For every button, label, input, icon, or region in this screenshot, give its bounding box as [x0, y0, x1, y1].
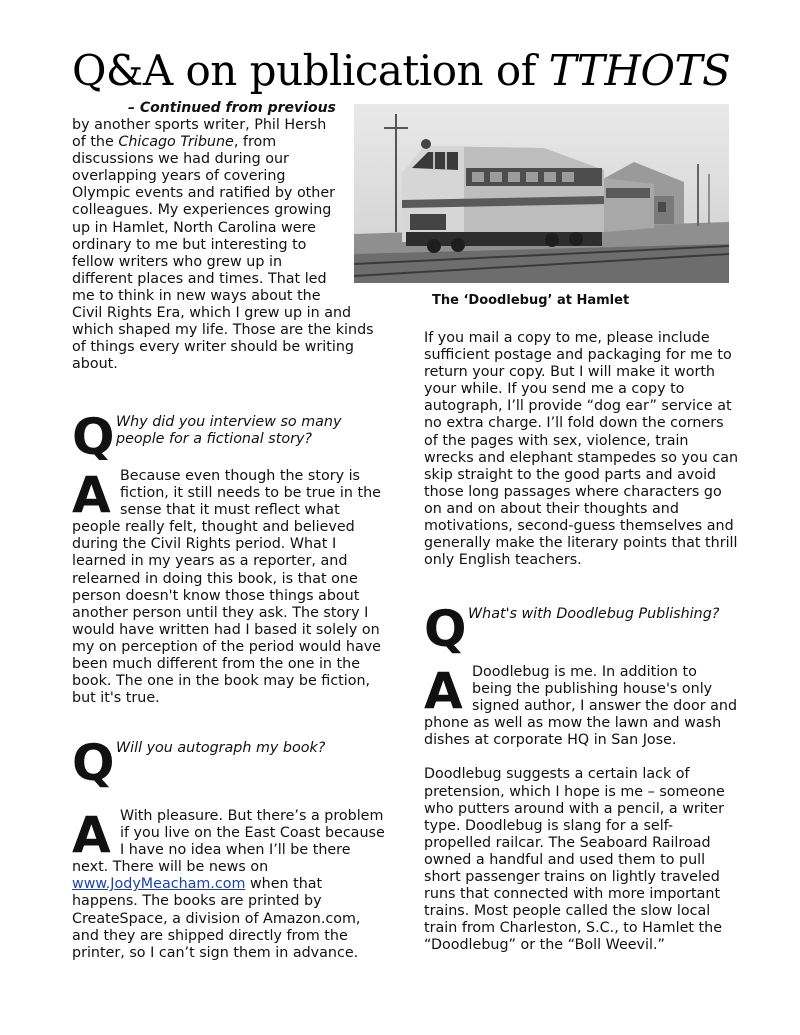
doodlebug-photo [354, 104, 729, 283]
intro-line-4: Civil Rights Era, which I grew up in and which shaped my life. Those are the kinds of things every writer should be writing about. [72, 305, 374, 373]
qa-block-2 [72, 740, 387, 962]
photo-caption: The ‘Doodlebug’ at Hamlet [432, 293, 630, 308]
qa-block-1 [72, 414, 387, 707]
answer-part-1: With pleasure. But there’s a problem if you live on the East Coast because I have no idea when I’ll be there next. There will be news on [72, 808, 385, 876]
intro-paragraph [72, 117, 382, 373]
q-drop-letter: Q [72, 414, 115, 460]
newspaper-name: Chicago Tribune [118, 134, 234, 151]
autograph-paragraph [424, 330, 740, 569]
question-text: Why did you interview so many people for a fictional story? [116, 414, 342, 448]
q-drop-letter: Q [424, 606, 467, 658]
question-text: Will you autograph my book? [116, 740, 326, 756]
intro-line-1: by another sports writer, Phil Hersh [72, 117, 327, 133]
title-book-name: TTHOTS [548, 46, 731, 95]
train-image [354, 104, 729, 283]
continued-note: – Continued from previous [128, 100, 336, 116]
answer-text [72, 808, 387, 962]
title-text: Q&A on publication of [72, 46, 549, 95]
answer-text: Doodlebug is me. In addition to being the publishing house's only signed author, I answer the door and phone as well as mow the lawn and wash dishes at corporate HQ in San Jose. [424, 664, 738, 749]
answer-2 [72, 808, 387, 962]
question-1 [72, 414, 387, 460]
answer-text: Because even though the story is fiction, it still needs to be true in the sense that it must reflect what people really felt, thought and believed during the Civil Rights period. What I learned in my years as a reporter, and relearned in doing this book, is that one person doesn't know those things about another person until they ask. The story I would have written had I based it solely on my on perception of the period would have been much different from the one in the book. The one in the book may be fiction, but it's true. [72, 468, 381, 707]
intro-line-2: of the [72, 134, 119, 151]
question-2 [72, 740, 387, 798]
question-3 [424, 606, 739, 658]
a-drop-letter: A [72, 806, 111, 864]
a-drop-letter: A [72, 466, 111, 524]
website-link[interactable]: www.JodyMeacham.com [72, 876, 246, 893]
q-drop-letter: Q [72, 740, 115, 792]
qa-block-3 [424, 606, 739, 955]
autograph-text: If you mail a copy to me, please include sufficient postage and packaging for me to return your copy. But I will make it worth your while. If you send me a copy to autograph, I’ll provide “dog ear” service at no extra charge. I’ll fold down the corners of the pages with sex, violence, train wrecks and elephant stampedes so you can skip straight to the good parts and avoid those long passages where characters go on and on about their thoughts and motivations, second-guess themselves and generally make the literary points that thrill only English teachers. [424, 330, 739, 569]
answer-3 [424, 664, 739, 955]
page-title [72, 44, 772, 98]
a-drop-letter: A [424, 662, 463, 720]
intro-line-3: , from discussions we had during our overlapping years of covering Olympic events and ratified by other colleagues. My experiences growing up in Hamlet, North Carolina were ordinary to me but interesting to fellow writers who grew up in different places and times. That led me to think in new ways about the [72, 134, 336, 304]
answer-1 [72, 468, 387, 707]
doodlebug-explanation: Doodlebug suggests a certain lack of pretension, which I hope is me – someone who putters around with a pencil, a writer type. Doodlebug is slang for a self-propelled railcar. The Seaboard Railroad owned a handful and used them to pull short passenger trains on lightly traveled runs that connected with more important trains. Most people called the slow local train from Charleston, S.C., to Hamlet the “Doodlebug” or the “Boll Weevil.” [424, 766, 725, 954]
answer-part-2: when that happens. The books are printed by CreateSpace, a division of Amazon.com, and they are shipped directly from the printer, so I can’t sign them in advance. [72, 876, 361, 961]
question-text: What's with Doodlebug Publishing? [468, 606, 720, 622]
intro-wrap [72, 117, 344, 305]
